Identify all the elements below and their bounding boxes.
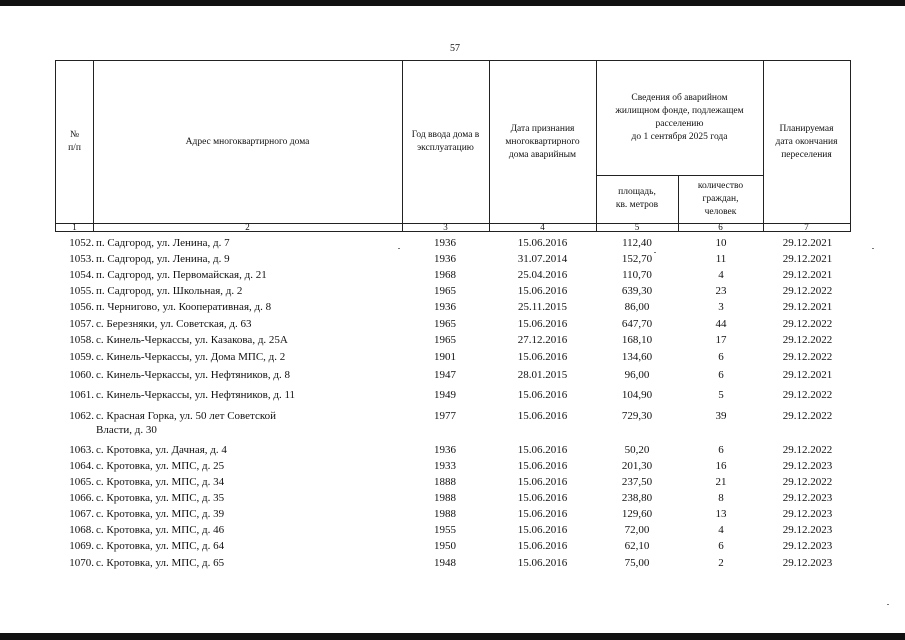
- cell-address: п. Садгород, ул. Ленина, д. 7: [96, 237, 230, 249]
- column-number: 3: [443, 222, 448, 232]
- cell-planned: 29.12.2022: [782, 318, 833, 330]
- column-number: 4: [540, 222, 545, 232]
- cell-planned: 29.12.2023: [782, 540, 833, 552]
- cell-people: 5: [718, 389, 724, 401]
- cell-people: 44: [715, 318, 727, 330]
- cell-planned: 29.12.2022: [782, 285, 833, 297]
- cell-planned: 29.12.2023: [782, 460, 833, 472]
- cell-year: 1948: [434, 557, 456, 569]
- cell-num: 1058.: [69, 334, 94, 346]
- cell-year: 1988: [434, 508, 456, 520]
- scan-speck: [398, 248, 400, 249]
- cell-people: 6: [718, 351, 724, 363]
- cell-people: 13: [715, 508, 727, 520]
- cell-address: с. Кротовка, ул. МПС, д. 46: [96, 524, 225, 536]
- cell-people: 4: [718, 524, 724, 536]
- cell-year: 1936: [434, 253, 456, 265]
- cell-num: 1059.: [69, 351, 94, 363]
- cell-address: с. Березняки, ул. Советская, д. 63: [96, 318, 252, 330]
- cell-people: 16: [715, 460, 727, 472]
- cell-address: с. Кинель-Черкассы, ул. Нефтяников, д. 11: [96, 389, 296, 401]
- cell-year: 1947: [434, 369, 456, 381]
- cell-date: 15.06.2016: [517, 492, 568, 504]
- cell-address: с. Кинель-Черкассы, ул. Дома МПС, д. 2: [96, 351, 286, 363]
- cell-area: 201,30: [621, 460, 653, 472]
- cell-area: 72,00: [624, 524, 650, 536]
- cell-date: 15.06.2016: [517, 460, 568, 472]
- cell-address: п. Садгород, ул. Ленина, д. 9: [96, 253, 230, 265]
- scan-top-border: [0, 0, 905, 6]
- cell-year: 1901: [434, 351, 456, 363]
- cell-planned: 29.12.2022: [782, 444, 833, 456]
- cell-year: 1965: [434, 318, 456, 330]
- column-number: 6: [718, 222, 723, 232]
- cell-num: 1066.: [69, 492, 94, 504]
- cell-date: 15.06.2016: [517, 389, 568, 401]
- cell-address: с. Кротовка, ул. МПС, д. 35: [96, 492, 225, 504]
- cell-address: с. Кротовка, ул. МПС, д. 25: [96, 460, 225, 472]
- header-area: площадь, кв. метров: [615, 187, 659, 210]
- cell-area: 238,80: [621, 492, 653, 504]
- cell-year: 1949: [434, 389, 456, 401]
- cell-year: 1965: [434, 285, 456, 297]
- cell-date: 27.12.2016: [517, 334, 568, 346]
- cell-address: с. Кинель-Черкассы, ул. Казакова, д. 25А: [96, 334, 288, 346]
- cell-date: 25.11.2015: [517, 301, 568, 313]
- cell-area: 104,90: [621, 389, 653, 401]
- cell-planned: 29.12.2021: [782, 237, 833, 249]
- cell-area: 62,10: [624, 540, 650, 552]
- cell-num: 1056.: [69, 301, 94, 313]
- cell-area: 50,20: [624, 444, 650, 456]
- cell-address: с. Кротовка, ул. МПС, д. 39: [96, 508, 225, 520]
- cell-date: 31.07.2014: [517, 253, 568, 265]
- cell-area: 110,70: [622, 269, 652, 281]
- cell-date: 15.06.2016: [517, 540, 568, 552]
- scan-bottom-border: [0, 633, 905, 640]
- cell-num: 1055.: [69, 285, 94, 297]
- cell-year: 1968: [434, 269, 456, 281]
- cell-planned: 29.12.2022: [782, 410, 833, 422]
- cell-area: 75,00: [624, 557, 650, 569]
- cell-date: 15.06.2016: [517, 476, 568, 488]
- cell-people: 3: [718, 301, 724, 313]
- cell-people: 11: [715, 253, 727, 265]
- cell-num: 1060.: [69, 369, 94, 381]
- cell-date: 28.01.2015: [517, 369, 568, 381]
- cell-date: 15.06.2016: [517, 351, 568, 363]
- cell-planned: 29.12.2023: [782, 557, 833, 569]
- cell-num: 1065.: [69, 476, 94, 488]
- cell-num: 1061.: [69, 389, 94, 401]
- scan-speck: [654, 252, 656, 253]
- cell-area: 152,70: [621, 253, 653, 265]
- cell-year: 1936: [434, 237, 456, 249]
- cell-people: 39: [715, 410, 727, 422]
- cell-planned: 29.12.2021: [782, 253, 833, 265]
- cell-num: 1070.: [69, 557, 94, 569]
- cell-planned: 29.12.2022: [782, 334, 833, 346]
- cell-planned: 29.12.2021: [782, 369, 833, 381]
- header-people: количество граждан, человек: [697, 180, 744, 217]
- cell-planned: 29.12.2023: [782, 524, 833, 536]
- cell-area: 237,50: [621, 476, 653, 488]
- cell-planned: 29.12.2021: [782, 301, 833, 313]
- header-date: Дата признания многоквартирного дома аварийным: [505, 123, 580, 160]
- cell-address: с. Кротовка, ул. МПС, д. 65: [96, 557, 225, 569]
- cell-address: п. Черниговo, ул. Кооперативная, д. 8: [96, 301, 272, 313]
- cell-num: 1057.: [69, 318, 94, 330]
- cell-planned: 29.12.2023: [782, 492, 833, 504]
- cell-area: 129,60: [621, 508, 653, 520]
- cell-people: 10: [715, 237, 727, 249]
- cell-num: 1052.: [69, 237, 94, 249]
- cell-area: 168,10: [621, 334, 653, 346]
- cell-date: 15.06.2016: [517, 444, 568, 456]
- cell-num: 1062.: [69, 410, 94, 422]
- header-address: Адрес многоквартирного дома: [185, 136, 310, 147]
- column-number: 1: [72, 222, 77, 232]
- column-number: 2: [245, 222, 250, 232]
- cell-num: 1054.: [69, 269, 94, 281]
- cell-date: 15.06.2016: [517, 557, 568, 569]
- header-year: Год ввода дома в эксплуатацию: [411, 130, 480, 153]
- cell-num: 1067.: [69, 508, 94, 520]
- cell-address: с. Красная Горка, ул. 50 лет Советской Власти, д. 30: [96, 410, 277, 436]
- cell-planned: 29.12.2022: [782, 351, 833, 363]
- column-number: 7: [804, 222, 809, 232]
- cell-date: 15.06.2016: [517, 285, 568, 297]
- cell-year: 1936: [434, 301, 456, 313]
- cell-date: 15.06.2016: [517, 318, 568, 330]
- cell-planned: 29.12.2022: [782, 476, 833, 488]
- cell-num: 1069.: [69, 540, 94, 552]
- scan-speck: [887, 604, 889, 605]
- cell-date: 15.06.2016: [517, 508, 568, 520]
- scan-speck: [872, 248, 874, 249]
- cell-address: с. Кротовка, ул. МПС, д. 64: [96, 540, 225, 552]
- cell-people: 4: [718, 269, 724, 281]
- cell-year: 1988: [434, 492, 456, 504]
- cell-area: 112,40: [622, 237, 652, 249]
- cell-num: 1053.: [69, 253, 94, 265]
- page-number: 57: [450, 43, 460, 54]
- cell-people: 2: [718, 557, 724, 569]
- header-planned: Планируемая дата окончания переселения: [775, 123, 838, 160]
- cell-num: 1064.: [69, 460, 94, 472]
- cell-year: 1950: [434, 540, 456, 552]
- cell-year: 1955: [434, 524, 456, 536]
- cell-planned: 29.12.2023: [782, 508, 833, 520]
- cell-planned: 29.12.2022: [782, 389, 833, 401]
- cell-year: 1936: [434, 444, 456, 456]
- cell-planned: 29.12.2021: [782, 269, 833, 281]
- cell-address: п. Садгород, ул. Школьная, д. 2: [96, 285, 243, 297]
- table-header: [55, 60, 851, 232]
- cell-area: 134,60: [621, 351, 653, 363]
- column-number: 5: [634, 222, 640, 232]
- cell-num: 1068.: [69, 524, 94, 536]
- cell-area: 639,30: [621, 285, 653, 297]
- cell-date: 15.06.2016: [517, 237, 568, 249]
- cell-people: 6: [718, 444, 724, 456]
- cell-address: с. Кротовка, ул. Дачная, д. 4: [96, 444, 227, 456]
- cell-area: 86,00: [624, 301, 650, 313]
- cell-address: с. Кротовка, ул. МПС, д. 34: [96, 476, 225, 488]
- cell-area: 96,00: [624, 369, 650, 381]
- cell-address: с. Кинель-Черкассы, ул. Нефтяников, д. 8: [96, 369, 290, 381]
- header-number: № п/п: [68, 130, 81, 153]
- cell-people: 17: [715, 334, 727, 346]
- cell-year: 1965: [434, 334, 456, 346]
- cell-area: 729,30: [621, 410, 653, 422]
- cell-year: 1933: [434, 460, 456, 472]
- cell-people: 21: [715, 476, 727, 488]
- cell-year: 1977: [434, 410, 456, 422]
- cell-people: 6: [718, 369, 724, 381]
- cell-people: 8: [718, 492, 724, 504]
- cell-date: 15.06.2016: [517, 524, 568, 536]
- cell-date: 25.04.2016: [517, 269, 568, 281]
- cell-date: 15.06.2016: [517, 410, 568, 422]
- cell-year: 1888: [434, 476, 456, 488]
- cell-area: 647,70: [621, 318, 653, 330]
- cell-people: 23: [715, 285, 727, 297]
- header-info: Сведения об аварийном жилищном фонде, подлежащем расселению до 1 сентября 2025 года: [615, 93, 744, 142]
- cell-people: 6: [718, 540, 724, 552]
- cell-num: 1063.: [69, 444, 94, 456]
- cell-address: п. Садгород, ул. Первомайская, д. 21: [96, 269, 267, 281]
